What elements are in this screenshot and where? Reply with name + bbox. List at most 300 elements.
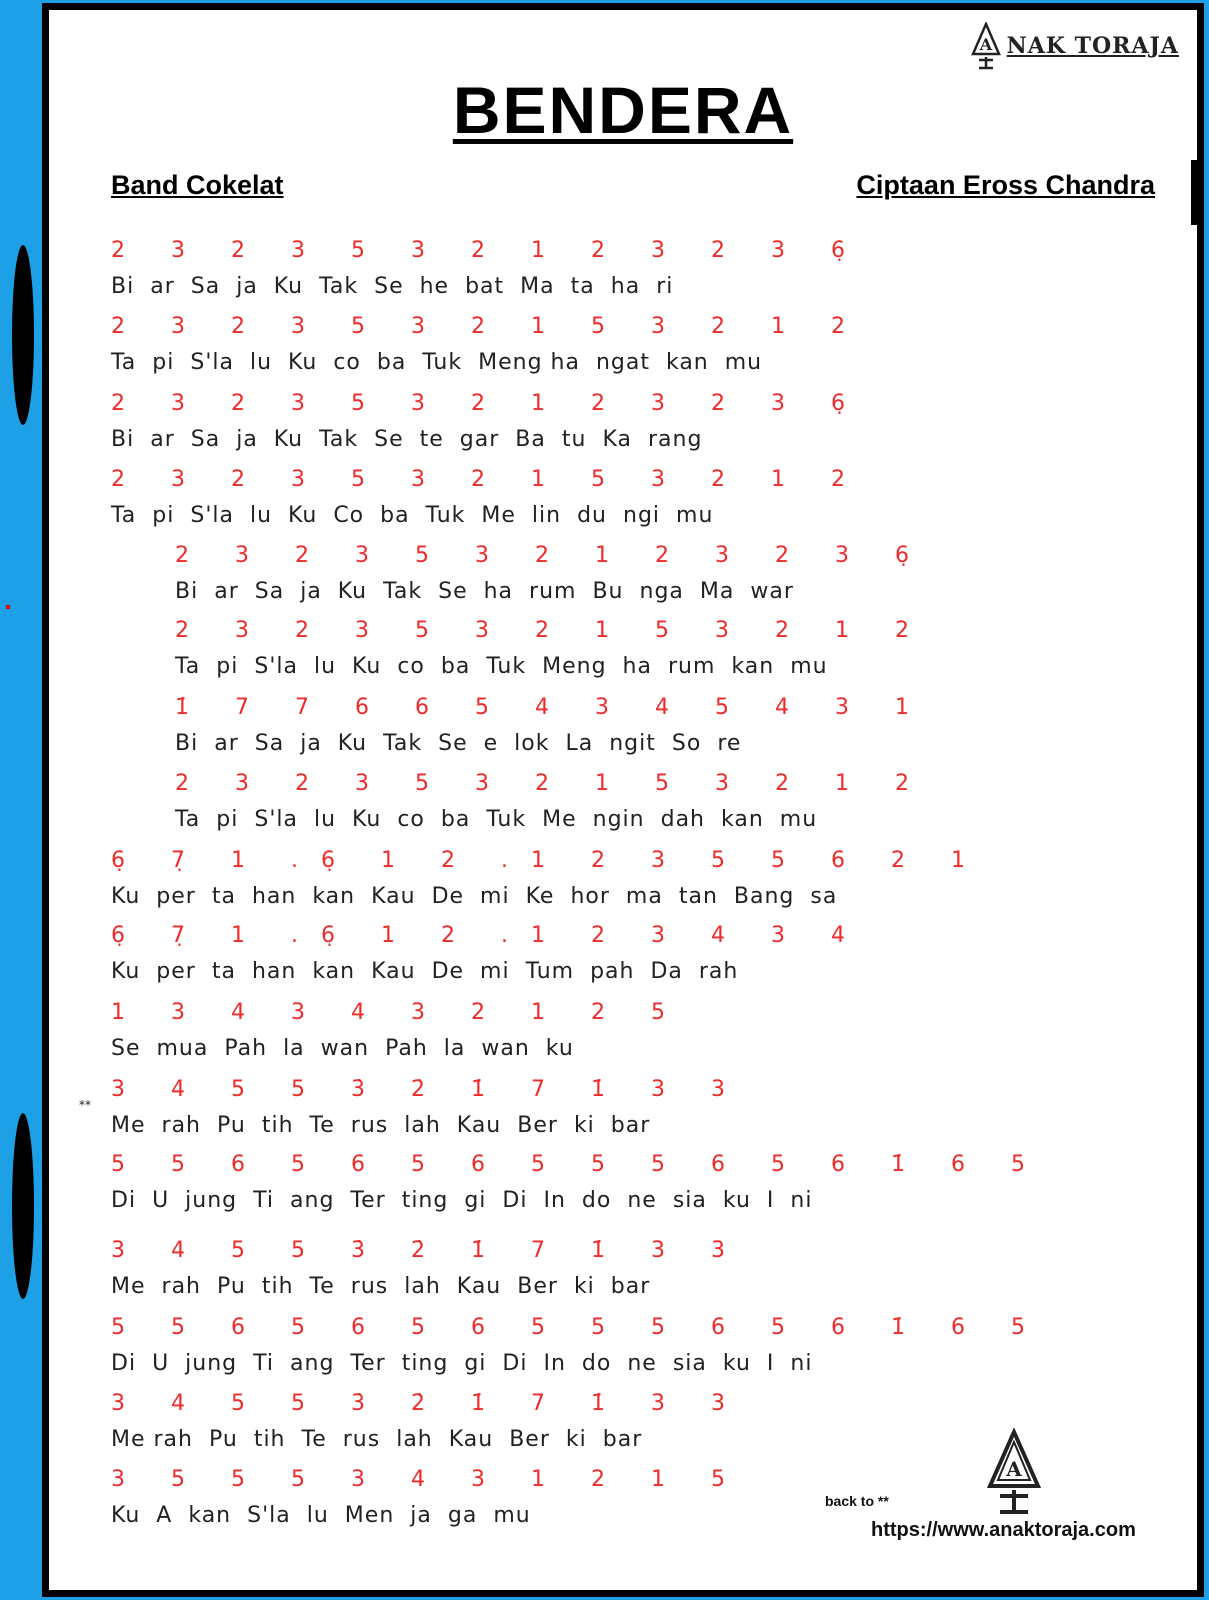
note: 3 <box>355 771 370 796</box>
lyric-syllable: ar <box>150 427 175 452</box>
lyric-syllable: sia <box>672 1351 707 1376</box>
lyric-syllable: jung <box>185 1351 238 1376</box>
note: 3 <box>715 543 730 568</box>
lyric-syllable: ta <box>570 274 595 299</box>
lyric-syllable: Ta <box>111 350 137 375</box>
note: 6 <box>351 1152 366 1177</box>
lyric-syllable: Ku <box>111 959 141 984</box>
lyric-syllable: Sa <box>190 274 221 299</box>
note: 1 <box>111 1000 126 1025</box>
note: 6 <box>711 1152 726 1177</box>
note-line <box>111 391 891 416</box>
note: 5 <box>715 695 730 720</box>
lyric-syllable: I <box>766 1188 775 1213</box>
lyric-syllable: Tuk <box>422 350 463 375</box>
lyric-syllable: ta <box>211 884 236 909</box>
lyric-syllable: mi <box>480 884 510 909</box>
lyric-syllable: Sa <box>190 427 221 452</box>
note: 2 <box>441 923 456 948</box>
lyric-syllable: Ku <box>352 654 382 679</box>
note: 2 <box>775 771 790 796</box>
lyric-syllable: tih <box>261 1113 294 1138</box>
lyric-syllable: pi <box>216 807 239 832</box>
edge-bar <box>1191 160 1197 225</box>
website-url: https://www.anaktoraja.com <box>871 1519 1136 1541</box>
note: 1 <box>531 238 546 263</box>
note: 3 <box>235 771 250 796</box>
lyric-syllable: ki <box>565 1427 587 1452</box>
note: 5 <box>111 1152 126 1177</box>
song-title-text: BENDERA <box>452 73 794 147</box>
note: 4 <box>711 923 726 948</box>
lyric-syllable: Me rah <box>111 1427 193 1452</box>
note: 3 <box>351 1467 366 1492</box>
note: 2 <box>231 238 246 263</box>
note-line <box>111 238 891 263</box>
note: 5 <box>531 1315 546 1340</box>
lyric-line <box>111 274 689 299</box>
lyric-syllable: Ta <box>175 807 201 832</box>
note: 3 <box>171 467 186 492</box>
lyric-line <box>111 1188 828 1213</box>
note: 2 <box>175 771 190 796</box>
lyric-syllable: kan <box>312 959 356 984</box>
note-line <box>111 848 1011 873</box>
note: 3 <box>291 467 306 492</box>
note: 3̇ <box>351 1077 366 1102</box>
note: 3 <box>411 1000 426 1025</box>
note: 2̇ <box>411 1238 426 1263</box>
lyric-syllable: sia <box>672 1188 707 1213</box>
lyric-syllable: ngi <box>623 503 661 528</box>
lyric-syllable: Kau <box>371 959 416 984</box>
note: 5 <box>231 1391 246 1416</box>
note: 2 <box>111 238 126 263</box>
note: 2 <box>295 771 310 796</box>
lyric-syllable: ja <box>300 731 322 756</box>
note: 3 <box>771 238 786 263</box>
song-title <box>49 72 1197 148</box>
lyric-syllable: han <box>251 884 297 909</box>
margin-dot <box>6 605 10 609</box>
note: 4 <box>231 1000 246 1025</box>
lyric-syllable: Di <box>502 1188 528 1213</box>
lyric-syllable: sa <box>810 884 838 909</box>
lyric-syllable: So <box>671 731 702 756</box>
lyric-syllable: ba <box>440 654 471 679</box>
binder-hole-bottom <box>12 1113 34 1299</box>
note: 2 <box>775 618 790 643</box>
lyric-syllable: Meng <box>542 654 607 679</box>
note-line <box>111 1467 771 1492</box>
lyric-syllable: per <box>156 884 196 909</box>
note: 4 <box>775 695 790 720</box>
lyric-syllable: gi <box>464 1188 487 1213</box>
note: 2 <box>711 391 726 416</box>
lyric-syllable: Ku <box>337 731 368 756</box>
lyric-syllable: kan <box>721 807 764 832</box>
note-line <box>111 1152 1071 1177</box>
lyric-line <box>111 959 754 984</box>
lyric-syllable: tu <box>561 427 587 452</box>
lyric-syllable: Ber <box>509 1427 550 1452</box>
note: 3 <box>651 848 666 873</box>
lyric-syllable: ri <box>656 274 674 299</box>
lyric-syllable: ar <box>150 274 175 299</box>
note: 3 <box>651 314 666 339</box>
note: 2 <box>471 314 486 339</box>
lyric-syllable: rus <box>342 1427 381 1452</box>
lyric-syllable: ha <box>483 579 514 604</box>
lyric-syllable: kan <box>665 350 709 375</box>
lyric-syllable: rus <box>350 1274 389 1299</box>
lyric-syllable: te <box>419 427 444 452</box>
lyric-line <box>175 654 844 679</box>
note: 3 <box>291 1000 306 1025</box>
lyric-syllable: ngit <box>609 731 656 756</box>
note-line <box>175 695 955 720</box>
note: 7 <box>295 695 310 720</box>
note: 1̇ <box>591 1391 606 1416</box>
lyric-syllable: Bi <box>111 427 135 452</box>
lyric-syllable: mu <box>493 1503 531 1528</box>
lyric-syllable: ga <box>447 1503 478 1528</box>
note: 3 <box>235 543 250 568</box>
note: 3 <box>595 695 610 720</box>
lyric-syllable: Ku <box>111 1503 141 1528</box>
note: 5 <box>411 1152 426 1177</box>
note: 3 <box>475 543 490 568</box>
note: 5 <box>771 848 786 873</box>
lyric-syllable: Me <box>542 807 577 832</box>
lyric-syllable: ni <box>790 1351 813 1376</box>
note: 1 <box>531 1000 546 1025</box>
note: 5 <box>591 467 606 492</box>
note: 2 <box>471 391 486 416</box>
note: 3 <box>291 238 306 263</box>
lyric-syllable: dah <box>660 807 705 832</box>
note: 6̣ <box>111 923 126 948</box>
lyric-syllable: Se <box>374 274 404 299</box>
lyric-syllable: Me <box>111 1274 146 1299</box>
note: 7 <box>531 1238 546 1263</box>
note: 5 <box>711 1467 726 1492</box>
note: 3 <box>715 771 730 796</box>
lyric-syllable: La <box>565 731 594 756</box>
lyric-syllable: Di <box>111 1188 137 1213</box>
lyric-syllable: ku <box>722 1351 751 1376</box>
repeat-mark: ** <box>79 1098 91 1112</box>
note: 5 <box>171 1152 186 1177</box>
lyric-syllable: Sa <box>254 731 285 756</box>
lyric-syllable: Tum <box>525 959 575 984</box>
note: 2 <box>591 848 606 873</box>
lyric-syllable: lu <box>313 654 337 679</box>
lyric-syllable: Kau <box>456 1113 502 1138</box>
lyric-syllable: rum <box>529 579 577 604</box>
lyric-syllable: ha <box>610 274 641 299</box>
lyric-syllable: kan <box>731 654 775 679</box>
lyric-line <box>111 1036 590 1061</box>
lyric-syllable: Ber <box>517 1113 558 1138</box>
note: 5 <box>291 1077 306 1102</box>
note: 3 <box>835 695 850 720</box>
note: 5 <box>231 1238 246 1263</box>
note: 3 <box>171 314 186 339</box>
lyric-syllable: lu <box>249 503 273 528</box>
note: 2 <box>535 771 550 796</box>
note: 2 <box>591 391 606 416</box>
lyric-syllable: Bu <box>592 579 624 604</box>
note: 2 <box>711 238 726 263</box>
note: 4 <box>171 1077 186 1102</box>
lyric-syllable: co <box>397 654 425 679</box>
lyric-syllable: Tuk <box>425 503 466 528</box>
lyric-syllable: Kau <box>448 1427 494 1452</box>
lyric-syllable: Tak <box>319 274 359 299</box>
lyric-syllable: ku <box>545 1036 574 1061</box>
lyric-syllable: S'la <box>254 807 298 832</box>
note: 7̣ <box>171 848 186 873</box>
note: 5 <box>291 1391 306 1416</box>
lyric-syllable: ar <box>214 731 239 756</box>
note: 3 <box>651 391 666 416</box>
lyric-syllable: la <box>283 1036 305 1061</box>
note: 5 <box>651 1315 666 1340</box>
note: 2 <box>471 467 486 492</box>
lyric-syllable: gi <box>464 1351 487 1376</box>
note: 2 <box>111 467 126 492</box>
lyric-syllable: Kau <box>456 1274 502 1299</box>
lyric-line <box>175 731 757 756</box>
lyric-syllable: ngin <box>592 807 645 832</box>
lyric-syllable: Ti <box>253 1351 275 1376</box>
note: 4 <box>831 923 846 948</box>
note: 1 <box>531 1467 546 1492</box>
lyric-syllable: ang <box>290 1188 335 1213</box>
note: 2 <box>711 314 726 339</box>
note: 3 <box>651 1238 666 1263</box>
lyric-syllable: De <box>431 884 465 909</box>
note: 2 <box>535 543 550 568</box>
note: 1 <box>531 391 546 416</box>
note: 2 <box>231 391 246 416</box>
note: 5 <box>1011 1152 1026 1177</box>
note: 3 <box>715 618 730 643</box>
lyric-syllable: Ba <box>515 427 546 452</box>
note: 5 <box>591 1315 606 1340</box>
note: 3 <box>111 1077 126 1102</box>
lyric-syllable: ku <box>722 1188 751 1213</box>
lyric-syllable: In <box>543 1188 566 1213</box>
lyric-syllable: he <box>419 274 450 299</box>
lyric-syllable: han <box>251 959 297 984</box>
lyric-line <box>111 1503 547 1528</box>
note: 2 <box>295 618 310 643</box>
note: 3 <box>291 391 306 416</box>
note: 6 <box>471 1152 486 1177</box>
note: 5 <box>351 467 366 492</box>
note: 3 <box>475 618 490 643</box>
note: 2 <box>591 238 606 263</box>
note: 1 <box>895 695 910 720</box>
lyric-syllable: Kau <box>371 884 416 909</box>
lyric-syllable: lu <box>306 1503 329 1528</box>
note: 1 <box>381 848 396 873</box>
lyric-syllable: Meng ha <box>478 350 580 375</box>
note: 5 <box>651 1152 666 1177</box>
note: 2 <box>711 467 726 492</box>
lyric-syllable: lin <box>531 503 562 528</box>
lyric-syllable: ting <box>401 1351 449 1376</box>
note: 5 <box>591 314 606 339</box>
note-line <box>111 1000 711 1025</box>
lyric-syllable: ba <box>440 807 471 832</box>
lyric-syllable: Ku <box>273 427 304 452</box>
note: 3 <box>771 923 786 948</box>
lyric-syllable: Ku <box>288 503 318 528</box>
note: 1 <box>531 923 546 948</box>
lyric-syllable: S'la <box>254 654 298 679</box>
lyric-line <box>111 1113 666 1138</box>
note: 6̣ <box>831 391 846 416</box>
lyric-syllable: rum <box>667 654 716 679</box>
lyric-syllable: S'la <box>247 1503 291 1528</box>
note: 2 <box>295 543 310 568</box>
note: 2 <box>895 618 910 643</box>
note: 3 <box>291 314 306 339</box>
note: 1 <box>951 848 966 873</box>
note: 2 <box>175 618 190 643</box>
lyric-syllable: U <box>152 1188 170 1213</box>
lyric-syllable: ha <box>622 654 652 679</box>
note: 5 <box>291 1238 306 1263</box>
lyric-syllable: mua <box>156 1036 209 1061</box>
lyric-syllable: Pu <box>208 1427 238 1452</box>
note: 4 <box>351 1000 366 1025</box>
lyric-syllable: pi <box>216 654 239 679</box>
note: 6 <box>231 1315 246 1340</box>
lyric-syllable: Me <box>481 503 516 528</box>
lyric-syllable: Se <box>111 1036 141 1061</box>
lyric-line <box>111 1351 828 1376</box>
note: 3 <box>475 771 490 796</box>
note: 3 <box>171 238 186 263</box>
lyric-syllable: S'la <box>190 350 234 375</box>
note: 1 <box>531 314 546 339</box>
lyric-syllable: lah <box>396 1427 433 1452</box>
lyric-syllable: ma <box>625 884 663 909</box>
lyric-syllable: ba <box>376 350 407 375</box>
note: 1 <box>231 848 246 873</box>
lyric-syllable: Co <box>333 503 365 528</box>
note: 5 <box>291 1152 306 1177</box>
note: 3 <box>771 391 786 416</box>
lyric-syllable: Ti <box>253 1188 275 1213</box>
note: 3 <box>651 1391 666 1416</box>
lyric-syllable: Sa <box>254 579 285 604</box>
lyric-syllable: Ku <box>288 350 318 375</box>
lyric-line <box>175 807 833 832</box>
lyric-syllable: mu <box>724 350 763 375</box>
note-line <box>111 467 891 492</box>
note-line <box>111 1238 771 1263</box>
lyric-syllable: Ter <box>350 1351 386 1376</box>
lyric-syllable: Ber <box>517 1274 558 1299</box>
lyric-syllable: pi <box>152 503 175 528</box>
note: 2 <box>441 848 456 873</box>
note: 7 <box>531 1077 546 1102</box>
note: 5 <box>771 1315 786 1340</box>
lyric-syllable: mu <box>676 503 714 528</box>
lyric-syllable: Ta <box>111 503 137 528</box>
note: 7̣ <box>171 923 186 948</box>
note: 2 <box>471 1000 486 1025</box>
lyric-syllable: Tak <box>319 427 359 452</box>
note: 5 <box>291 1467 306 1492</box>
note: 4 <box>535 695 550 720</box>
lyric-syllable: Di <box>502 1351 528 1376</box>
note: 2 <box>535 618 550 643</box>
note: 3 <box>411 314 426 339</box>
note: 1 <box>771 467 786 492</box>
lyric-syllable: Pah <box>224 1036 268 1061</box>
lyric-syllable: Me <box>111 1113 146 1138</box>
lyric-syllable: gar <box>459 427 500 452</box>
note: 3 <box>411 238 426 263</box>
lyric-syllable: rah <box>161 1113 202 1138</box>
note: 3 <box>711 1391 726 1416</box>
lyric-syllable: lah <box>404 1113 441 1138</box>
lyric-syllable: nga <box>639 579 684 604</box>
note: 6 <box>711 1315 726 1340</box>
lyric-syllable: Te <box>301 1427 327 1452</box>
note-line <box>111 1315 1071 1340</box>
lyric-syllable: rang <box>647 427 703 452</box>
note: 5 <box>531 1152 546 1177</box>
lyric-syllable: Da <box>650 959 683 984</box>
lyric-syllable: Te <box>309 1113 335 1138</box>
lyric-syllable: Pu <box>217 1113 246 1138</box>
song-sheet <box>42 3 1204 1597</box>
lyric-syllable: tih <box>261 1274 294 1299</box>
lyric-syllable: wan <box>320 1036 370 1061</box>
note: 6 <box>831 848 846 873</box>
note: 5 <box>171 1315 186 1340</box>
note: 1 <box>771 314 786 339</box>
note: 5 <box>591 1152 606 1177</box>
lyric-syllable: du <box>577 503 607 528</box>
lyric-syllable: S'la <box>190 503 234 528</box>
footer-logo <box>984 1428 1044 1522</box>
note: 1̇ <box>591 1238 606 1263</box>
note: 3 <box>411 391 426 416</box>
lyric-syllable: rah <box>698 959 739 984</box>
note: 1̇ <box>471 1391 486 1416</box>
note: 6̣ <box>321 848 336 873</box>
note: 2 <box>891 848 906 873</box>
note: 3 <box>711 1077 726 1102</box>
note: 3 <box>355 543 370 568</box>
note: . <box>291 923 299 948</box>
lyric-syllable: A <box>156 1503 173 1528</box>
note: 2 <box>471 238 486 263</box>
lyric-syllable: ting <box>401 1188 449 1213</box>
note: 6̣ <box>321 923 336 948</box>
note: 4 <box>171 1391 186 1416</box>
note: 5 <box>651 1000 666 1025</box>
note: 5 <box>171 1467 186 1492</box>
